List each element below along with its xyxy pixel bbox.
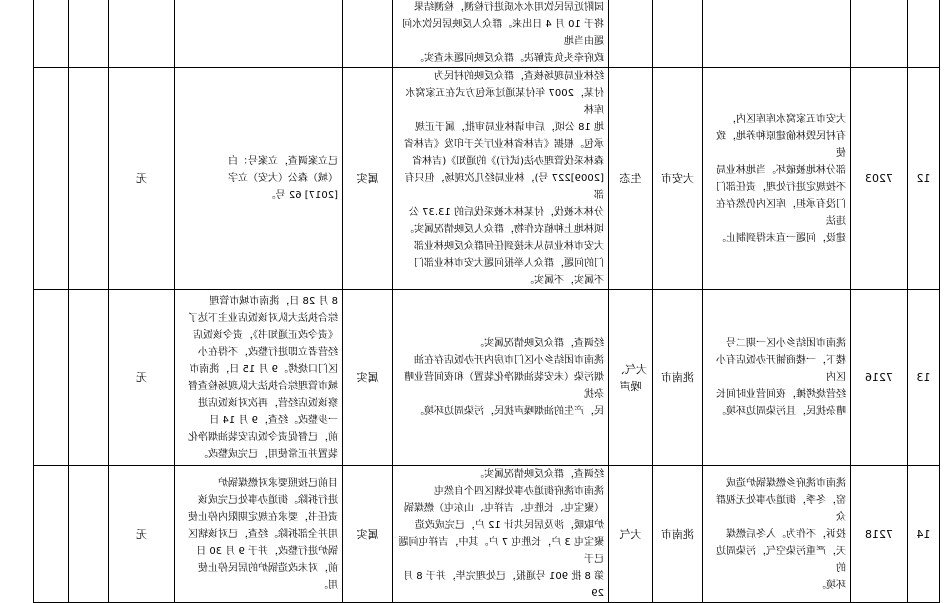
- investigation-cell: 园附近居民饮用水水质进行检测，检测结果 将于 10 月 4 日出来。群众人反映居民饮水问题由当地 政府牵头负责解决。群众反映问题未查实。: [393, 0, 609, 68]
- complaint-cell: 洮南市洮府乡燃煤锅炉造成 窑，冬季，街道办事处无视群众 投诉，不作为。入冬后燃煤 天，严重污染空气，污染周边的 环境。: [703, 466, 851, 603]
- seq-cell: 12: [908, 68, 940, 290]
- empty-cell: [69, 68, 109, 290]
- investigation-cell: 经林业局现场核查，群众反映的村民为 付某，2007 年付某通过承包方式在五家窝水库林 地 18 公顷，后申请林业局审批，属于正规 承包。根据《吉林省林业厅关于印发《吉林省 森林采伐管理办法(试行)》的通知》(吉林省 [2009]227 号)，林业局经几次现场，但只有部 分林木被伐，付某林木被采伐后的 13.37 公 顷林地上种植农作物，群众人反映情况属实。 大安市林业局从未接到任何群众反映林业部 门的问题，群众人举报问题大安市林业部门 不属实，不属实。: [393, 68, 609, 290]
- code-cell: 7216: [851, 290, 908, 466]
- city-cell: [653, 0, 703, 68]
- city-cell: 洮南市: [653, 290, 703, 466]
- city-cell: 大安市: [653, 68, 703, 290]
- empty-cell: [34, 68, 69, 290]
- code-cell: 7203: [851, 68, 908, 290]
- city-cell: 洮南市: [653, 466, 703, 603]
- code-cell: 7218: [851, 466, 908, 603]
- handling-cell: 8 月 28 日，洮南市城市管理 综合执法大队对该饭店业主下达了 《责令改正通知书》，责令该饭店 经营者立即进行整改，不得在小 区门口烧烤。9 月 15 日，洮南市 城市管理综合执法大队现场检查督 察该饭店经营，再次对该饭店进 一步整改。经查，9 月 14 日 前，已督促责令饭店安装油烟净化 装置并正常使用，已完成整改。: [175, 290, 343, 466]
- pollution-type-cell: [609, 0, 653, 68]
- complaint-table: [33, 0, 940, 603]
- verdict-cell: [343, 0, 393, 68]
- complaint-cell: 洮南市团结乡小区一期二号 楼下，一楼商铺开办饭店有小区内 经营烧烤摊，夜间营业时间长 嘈杂扰民，且污染周边环境。: [703, 290, 851, 466]
- table-row: [34, 466, 940, 603]
- empty-cell: [34, 0, 69, 68]
- table-row: [34, 68, 940, 290]
- handling-cell: 已立案调查，立案号：白 （城）森公（大安）立字 [2017] 62 号。: [175, 68, 343, 290]
- seq-cell: 13: [908, 290, 940, 466]
- table-row: [34, 0, 940, 68]
- pollution-type-cell: 大气、噪声: [609, 290, 653, 466]
- verdict-cell: 属实: [343, 68, 393, 290]
- accountability-cell: 无: [109, 68, 175, 290]
- accountability-cell: [109, 0, 175, 68]
- handling-cell: 目前已按照要求对燃煤锅炉 进行拆除。街道办事处已完成该 责任书，要求在规定期限内停止使 用并全部拆除。经查，已对该辖区 锅炉进行整改，并于 9 月 30 日 前，对未改造锅炉的居民停止使用。: [175, 466, 343, 603]
- empty-cell: [69, 290, 109, 466]
- complaint-cell: [703, 0, 851, 68]
- table-row: [34, 290, 940, 466]
- pollution-type-cell: 生态: [609, 68, 653, 290]
- pollution-type-cell: 大气: [609, 466, 653, 603]
- investigation-cell: 经调查，群众反映情况属实。 洮南市洮府街道办事处辖区四个自然屯 （聚宝屯、长胜屯、吉祥屯、山东屯）燃煤锅 炉取暖，涉及居民共计 12 户，已完成改造 聚宝屯 3 户，长胜屯 7 户。其中，吉祥屯问题已于 第 8 批 901 号通报，已处理完毕，并于 8 月 29: [393, 466, 609, 603]
- empty-cell: [69, 0, 109, 68]
- accountability-cell: 无: [109, 466, 175, 603]
- complaint-cell: 大安市五家窝水库库区内， 有村民毁林偷建原种养地，致使 部分林地被破坏。当地林业局 不按规定进行处理，责任部门 门没有承担，库区内仍然存在违法 建设，问题一直未得到制止。: [703, 68, 851, 290]
- handling-cell: [175, 0, 343, 68]
- empty-cell: [34, 466, 69, 603]
- accountability-cell: 无: [109, 290, 175, 466]
- empty-cell: [69, 466, 109, 603]
- seq-cell: 14: [908, 466, 940, 603]
- investigation-cell: 经调查，群众反映情况属实。 洮南市团结乡小区门市房内开办饭店存在油 烟污染（未安装油烟净化装置）和夜间营业嘈杂扰 民，产生的油烟噪声扰民，污染周边环境。: [393, 290, 609, 466]
- verdict-cell: 属实: [343, 466, 393, 603]
- verdict-cell: 属实: [343, 290, 393, 466]
- empty-cell: [34, 290, 69, 466]
- code-cell: [851, 0, 908, 68]
- seq-cell: [908, 0, 940, 68]
